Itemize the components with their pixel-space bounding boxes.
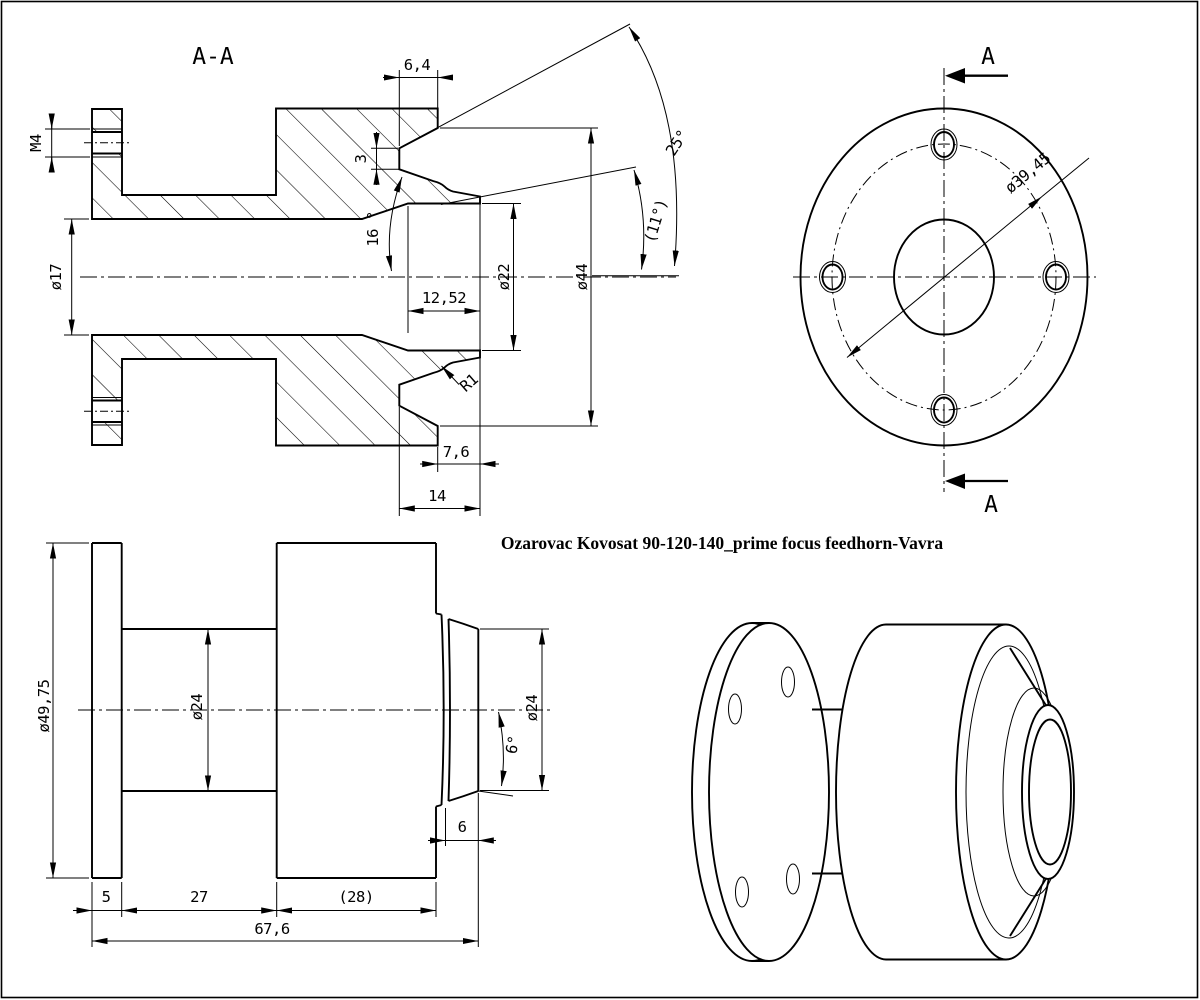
dim-tip-taper-angle: 6°: [502, 734, 524, 756]
dim-flare-angle: 16 °: [364, 211, 382, 247]
isometric-view: [692, 623, 1074, 961]
dim-neck-dia: ø24: [188, 693, 206, 721]
dim-choke-length: 12,52: [421, 289, 467, 307]
section-material-bottom: [92, 335, 480, 446]
iso-flange-front: [709, 623, 829, 961]
drawing-title: Ozarovac Kovosat 90-120-140_prime focus feedhorn-Vavra: [500, 533, 944, 553]
dim-tip-protrusion: 7,6: [442, 443, 470, 461]
section-material-top: [92, 109, 480, 220]
dim-thread: M4: [27, 134, 45, 152]
section-arrow-bottom: [945, 474, 1008, 519]
dim-body-length: (28): [338, 888, 374, 906]
dim-mouth-inner-dia: ø22: [495, 263, 513, 291]
dim-beam-angle-outer: 25°: [662, 126, 692, 160]
dim-beam-angle-inner: (11°): [640, 197, 672, 245]
dim-fillet-radius: R1: [456, 370, 482, 396]
dim-tip-length: 6: [457, 818, 467, 836]
dim-step-height: 3: [352, 154, 370, 164]
dim-groove-width: 6,4: [403, 56, 431, 74]
section-arrow-top: [945, 44, 1008, 84]
section-view-label: A-A: [192, 44, 234, 70]
dim-tip-dia: ø24: [523, 694, 541, 722]
dim-total-length: 67,6: [254, 920, 290, 938]
dim-flange-dia: ø49,75: [35, 679, 53, 733]
section-view: [27, 24, 692, 516]
section-arrow-top-label: A: [981, 44, 995, 70]
dim-neck-length: 27: [190, 888, 208, 906]
dim-bore-dia: ø17: [47, 263, 65, 291]
section-arrow-bottom-label: A: [984, 492, 998, 518]
side-view: [35, 543, 550, 947]
iso-body-left-edge: [836, 625, 886, 960]
dim-tip-total: 14: [428, 487, 446, 505]
front-view: [793, 44, 1096, 518]
dim-bolt-circle-dia: ø39,45: [1001, 149, 1054, 197]
dim-rim-dia: ø44: [573, 263, 591, 291]
dim-flange-thickness: 5: [101, 888, 111, 906]
